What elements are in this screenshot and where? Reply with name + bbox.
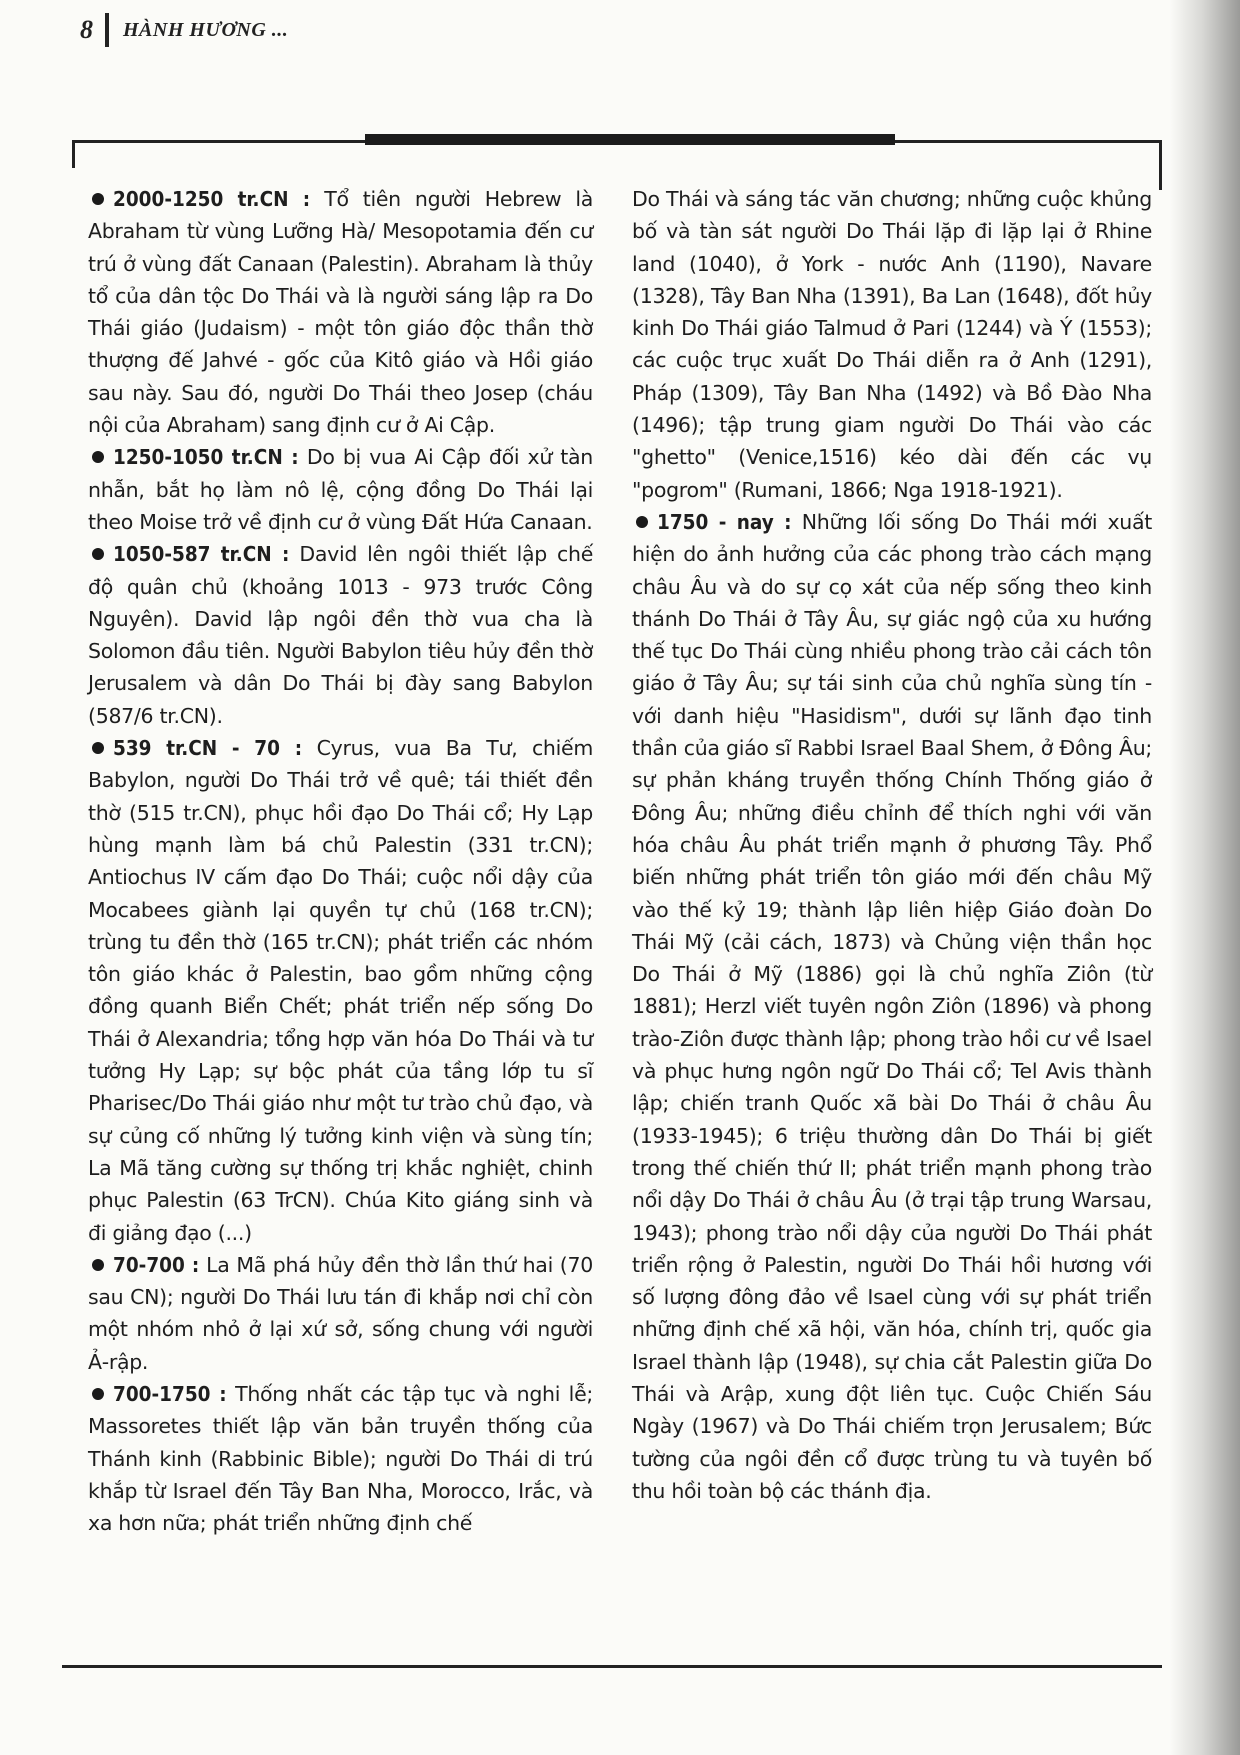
entry-text: La Mã phá hủy đền thờ lần thứ hai (70 sau CN); người Do Thái lưu tán đi khắp nơi chỉ còn một nhóm nhỏ ở lại xứ sở, sống chung với người Ả-rập.	[88, 1252, 593, 1374]
entry-text: Tổ tiên người Hebrew là Abraham từ vùng Lưỡng Hà/ Mesopotamia đến cư trú ở vùng đất Canaan (Palestin). Abraham là thủy tổ của dân tộc Do Thái và là người sáng lập ra Do Thái giáo (Judaism) - một tôn giáo độc thần thờ thượng đế Jahvé - gốc của Kitô giáo và Hồi giáo sau này. Sau đó, người Do Thái theo Josep (cháu nội của Abraham) sang định cư ở Ai Cập.	[88, 187, 593, 438]
bullet-icon	[92, 742, 104, 754]
entry-text: Do bị vua Ai Cập đối xử tàn nhẫn, bắt họ làm nô lệ, cộng đồng Do Thái lại theo Moise trở về định cư ở vùng Đất Hứa Canaan.	[88, 445, 593, 534]
entry-period: 1050-587 tr.CN :	[113, 542, 290, 567]
left-column	[88, 183, 593, 1539]
page-edge-shadow	[1170, 0, 1240, 1755]
bullet-icon	[92, 548, 104, 560]
running-header	[80, 8, 288, 52]
timeline-entry-continued	[632, 183, 1152, 506]
timeline-entry	[88, 1378, 593, 1539]
bullet-icon	[92, 1388, 104, 1400]
entry-text: Những lối sống Do Thái mới xuất hiện do ảnh hưởng của các phong trào cách mạng châu Âu và do sự cọ xát của nếp sống theo kinh thánh Do Thái ở Tây Âu, sự giác ngộ của xu hướng thế tục Do Thái cùng nhiều phong trào cải cách tôn giáo ở Tây Âu; sự tái sinh của chủ nghĩa sùng tín - với danh hiệu "Hasidism", dưới sự lãnh đạo tinh thần của giáo sĩ Rabbi Israel Baal Shem, ở Đông Âu; sự phản kháng truyền thống Chính Thống giáo ở Đông Âu; những điều chỉnh để thích nghi với văn hóa châu Âu phát triển mạnh ở phương Tây. Phổ biến những phát triển tôn giáo mới đến châu Mỹ vào thế kỷ 19; thành lập liên hiệp Giáo đoàn Do Thái Mỹ (cải cách, 1873) và Chủng viện thần học Do Thái ở Mỹ (1886) gọi là chủ nghĩa Ziôn (từ 1881); Herzl viết tuyên ngôn Ziôn (1896) và phong trào-Ziôn được thành lập; phong trào hồi cư về Isael và phục hưng ngôn ngữ Do Thái cổ; Tel Avis thành lập; chiến tranh Quốc xã bài Do Thái ở châu Âu (1933-1945); 6 triệu thường dân Do Thái bị giết trong thế chiến thứ II; phát triển mạnh phong trào nổi dậy Do Thái ở châu Âu (ở trại tập trung Warsau, 1943); phong trào nổi dậy của người Do Thái phát triển rộng ở Palestin, người Do Thái hồi hương với số lượng đông đảo về Isael cùng với sự phát triển những định chế xã hội, văn hóa, chính trị, quốc gia Israel thành lập (1948), sự chia cắt Palestin giữa Do Thái và Arập, xung đột liên tục. Cuộc Chiến Sáu Ngày (1967) và Do Thái chiếm trọn Jerusalem; Bức tường của ngôi đền cổ được trùng tu và tuyên bố thu hồi toàn bộ các thánh địa.	[632, 509, 1152, 1503]
entry-text: Thống nhất các tập tục và nghi lễ; Massoretes thiết lập văn bản truyền thống của Thánh kinh (Rabbinic Bible); người Do Thái di trú khắp từ Israel đến Tây Ban Nha, Morocco, Irắc, và xa hơn nữa; phát triển những định chế	[88, 1381, 593, 1536]
right-column	[632, 183, 1152, 1507]
box-top-accent-bar	[365, 134, 895, 145]
bullet-icon	[636, 516, 648, 528]
page-number: 8	[80, 15, 93, 44]
box-bottom-rule	[62, 1665, 1162, 1668]
entry-period: 2000-1250 tr.CN :	[113, 187, 311, 211]
box-right-rule	[1159, 140, 1162, 190]
bullet-icon	[92, 193, 104, 205]
timeline-entry	[88, 1249, 593, 1378]
entry-period: 539 tr.CN - 70 :	[113, 736, 303, 761]
timeline-entry	[88, 441, 593, 538]
book-title: HÀNH HƯƠNG ...	[123, 18, 289, 41]
box-left-rule	[72, 140, 75, 168]
bullet-icon	[92, 451, 104, 463]
timeline-entry	[632, 506, 1152, 1507]
header-separator	[105, 13, 109, 47]
timeline-entry	[88, 538, 593, 732]
entry-period: 70-700 :	[113, 1252, 200, 1277]
entry-text: Do Thái và sáng tác văn chương; những cuộc khủng bố và tàn sát người Do Thái lặp đi lặp lại ở Rhine land (1040), ở York - nước Anh (1190), Navare (1328), Tây Ban Nha (1391), Ba Lan (1648), đốt hủy kinh Do Thái giáo Talmud ở Pari (1244) và Ý (1553); các cuộc trục xuất Do Thái diễn ra ở Anh (1291), Pháp (1309), Tây Ban Nha (1492) và Bồ Đào Nha (1496); tập trung giam người Do Thái vào các "ghetto" (Venice,1516) kéo dài đến các vụ "pogrom" (Rumani, 1866; Nga 1918-1921).	[632, 187, 1152, 502]
timeline-entry	[88, 732, 593, 1249]
entry-period: 1750 - nay :	[657, 509, 792, 534]
entry-text: David lên ngôi thiết lập chế độ quân chủ (khoảng 1013 - 973 trước Công Nguyên). David lập ngôi đền thờ vua cha là Solomon đầu tiên. Người Babylon tiêu hủy đền thờ Jerusalem và dân Do Thái bị đày sang Babylon (587/6 tr.CN).	[88, 542, 594, 728]
entry-period: 1250-1050 tr.CN :	[113, 445, 299, 470]
entry-period: 700-1750 :	[113, 1381, 227, 1406]
timeline-entry	[88, 183, 593, 441]
bullet-icon	[92, 1259, 104, 1271]
entry-text: Cyrus, vua Ba Tư, chiếm Babylon, người Do Thái trở về quê; tái thiết đền thờ (515 tr.CN), phục hồi đạo Do Thái cổ; Hy Lạp hùng mạnh làm bá chủ Palestin (331 tr.CN); Antiochus IV cấm đạo Do Thái; cuộc nổi dậy của Mocabees giành lại quyền tự chủ (168 tr.CN); trùng tu đền thờ (165 tr.CN); phát triển các nhóm tôn giáo khác ở Palestin, bao gồm những cộng đồng quanh Biển Chết; phát triển nếp sống Do Thái ở Alexandria; tổng hợp văn hóa Do Thái và tư tưởng Hy Lạp; sự bộc phát của tầng lớp tu sĩ Pharisec/Do Thái giáo như một tư trào chủ đạo, và sự củng cố những lý tưởng kinh viện và sùng tín; La Mã tăng cường sự thống trị khắc nghiệt, chinh phục Palestin (63 TrCN). Chúa Kito giáng sinh và đi giảng đạo (...)	[88, 736, 593, 1245]
